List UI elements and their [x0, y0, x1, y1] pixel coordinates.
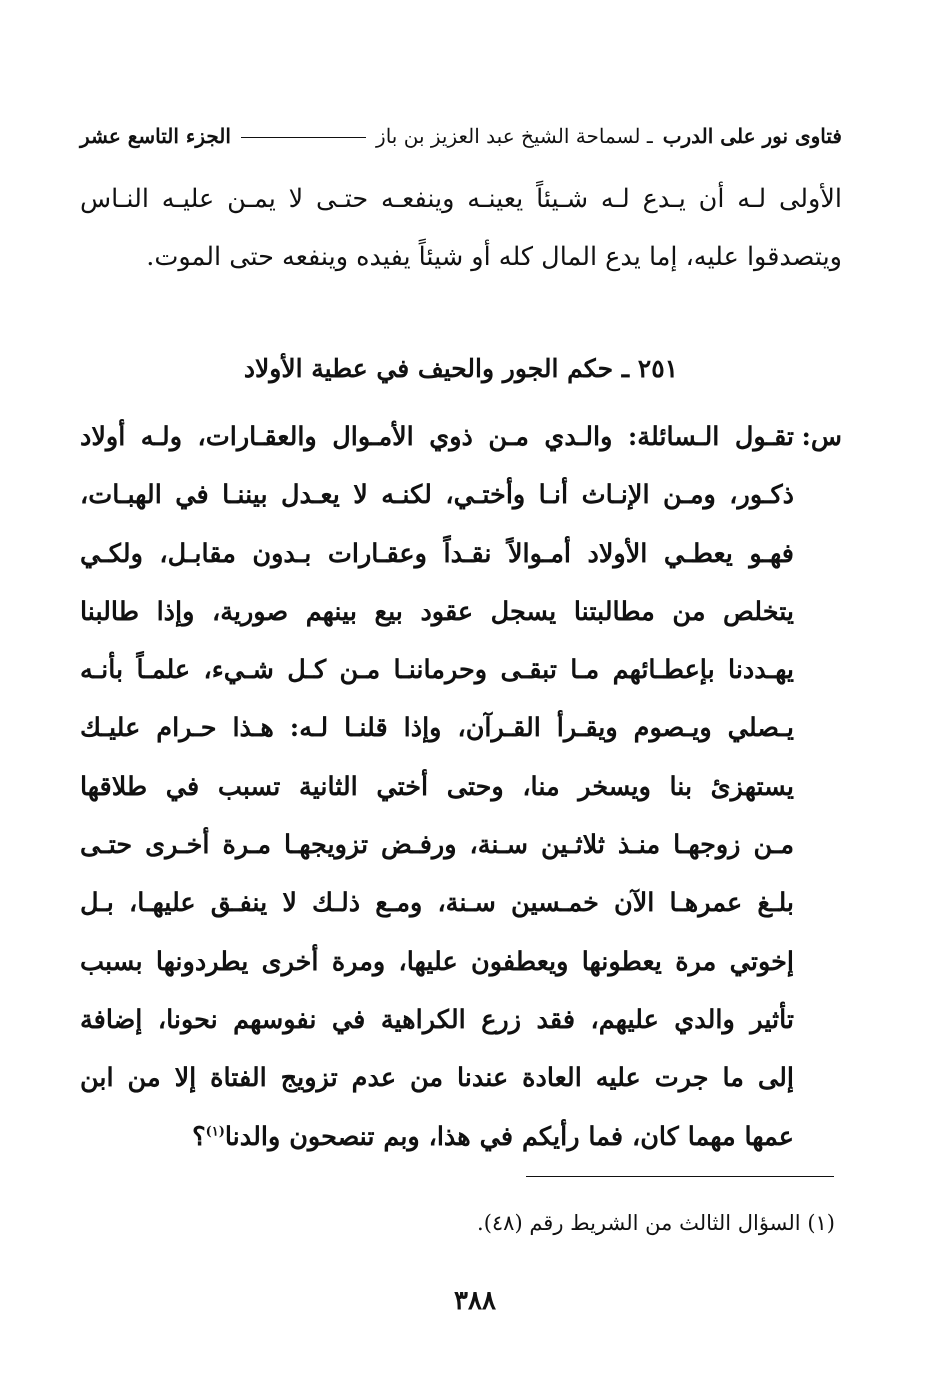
question-line: فهـو يعطـي الأولاد أمـوالاً نقـداً وعقـارات بـدون مقابـل، ولكـي	[80, 538, 794, 569]
intro-line: الأولى لـه أن يـدع لـه شـيئاً يعينـه وينفعـه حتـى لا يمـن عليـه النـاس	[80, 184, 842, 214]
question-label: س:	[801, 422, 842, 452]
section-title: ٢٥١ ـ حكم الجور والحيف في عطية الأولاد	[243, 354, 679, 383]
question-block	[80, 408, 842, 1166]
question-line: تأثير والدي عليهم، فقد زرع الكراهية في نفوسهم نحونا، إضافة	[80, 1004, 794, 1035]
footnote: (١) السؤال الثالث من الشريط رقم (٤٨).	[477, 1211, 835, 1235]
question-line: يستهزئ بنا ويسخر منا، وحتى أختي الثانية تسبب في طلاقها	[80, 771, 794, 802]
question-line: إلى ما جرت عليه العادة عندنا من عدم تزويج الفتاة إلا من ابن	[80, 1063, 794, 1094]
question-line: إخوتي مرة يعطونها ويعطفون عليها، ومرة أخرى يطردونها بسبب	[80, 946, 794, 977]
intro-line: ويتصدقوا عليه، إما يدع المال كله أو شيئاً يفيده وينفعه حتى الموت.	[146, 242, 842, 272]
question-line: مـن زوجهـا منـذ ثلاثـين سـنة، ورفـض تزويجهـا مـرة أخـرى حتـى	[80, 830, 794, 861]
question-line: بلـغ عمرهـا الآن خمـسين سـنة، ومـع ذلـك لا ينفـق عليهـا، بـل	[80, 888, 794, 919]
author-name: ـ لسماحة الشيخ عبد العزيز بن باز	[376, 124, 653, 148]
header-rule	[241, 137, 366, 138]
question-last-line	[80, 1108, 794, 1166]
question-line: ذكـور، ومـن الإنـاث أنـا وأختـي، لكنـه لا يعـدل بيننـا في الهبـات،	[80, 480, 794, 511]
question-line-text: عمها مهما كان، فما رأيكم في هذا، وبم تنصحون والدنا	[224, 1121, 794, 1152]
question-mark: ؟	[192, 1121, 206, 1152]
book-title: فتاوى نور على الدرب	[662, 124, 842, 148]
page-number: ٣٨٨	[454, 1286, 496, 1316]
question-line: يـصلي ويـصوم ويقـرأ القـرآن، وإذا قلنـا لـه: هـذا حـرام عليـك	[80, 713, 794, 744]
footnote-reference[interactable]: (١)	[205, 1124, 225, 1140]
volume-label: الجزء التاسع عشر	[80, 124, 231, 148]
running-header	[80, 118, 842, 154]
question-line: تقـول الـسائلة: والـدي مـن ذوي الأمـوال والعقـارات، ولـه أولاد	[80, 422, 794, 452]
footnote-separator	[526, 1176, 834, 1177]
intro-paragraph	[80, 170, 842, 286]
question-line: يهـددنا بإعطـائهم مـا تبقـى وحرماننـا مـن كـل شـيء، علمـاً بأنـه	[80, 655, 794, 686]
question-line: يتخلص من مطالبتنا يسجل عقود بيع بينهم صورية، وإذا طالبنا	[80, 596, 794, 627]
